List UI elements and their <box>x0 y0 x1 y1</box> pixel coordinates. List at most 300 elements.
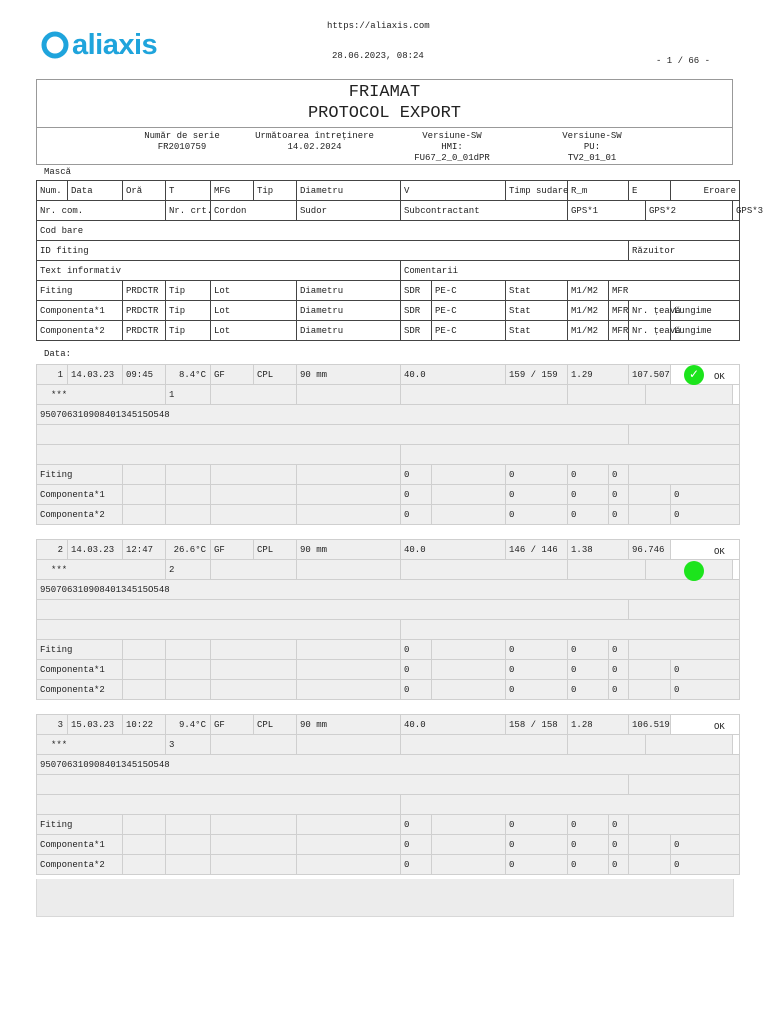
record-cell: 0 <box>609 505 629 525</box>
record-cell <box>568 735 646 755</box>
record-cell <box>629 640 740 660</box>
record-cell <box>432 505 506 525</box>
mask-cell: Tip <box>166 281 211 301</box>
record-cell <box>123 855 166 875</box>
record-cell: CPL <box>254 540 297 560</box>
sw-hmi-sub: HMI: <box>441 142 463 152</box>
mask-cell: Subcontractant <box>401 201 568 221</box>
mask-cell: Lungime <box>671 301 740 321</box>
aliaxis-logo <box>40 26 190 66</box>
record-cell: 0 <box>671 835 740 855</box>
record-cell: 0 <box>506 660 568 680</box>
record-cell <box>166 640 211 660</box>
mask-cell: Răzuitor <box>629 241 740 261</box>
sw-pu-sub: PU: <box>583 142 601 152</box>
sw-pu-info <box>542 131 642 164</box>
mask-cell: Diametru <box>297 281 401 301</box>
record-cell: 14.03.23 <box>68 540 123 560</box>
mask-cell: Nr. țeavă <box>629 301 671 321</box>
record-cell: GF <box>211 715 254 735</box>
record-cell <box>211 815 297 835</box>
ok-status-dot-icon <box>684 561 704 581</box>
mask-row-2 <box>37 201 740 221</box>
record-fitting-id-row <box>37 775 740 795</box>
record-cell <box>123 835 166 855</box>
record-cell <box>646 385 733 405</box>
maintenance-value: 14.02.2024 <box>287 142 342 152</box>
record-cell: Componenta*2 <box>37 680 123 700</box>
record-cell <box>297 680 401 700</box>
record-cell: 0 <box>671 485 740 505</box>
serial-info <box>132 131 232 153</box>
mask-cell: M1/M2 <box>568 281 609 301</box>
page-number: - 1 / 66 - <box>656 56 711 66</box>
record-cell: 0 <box>671 855 740 875</box>
record-comp1-row <box>37 835 740 855</box>
record-cell <box>297 735 401 755</box>
record-text-row <box>37 620 740 640</box>
mask-cell: V <box>401 181 506 201</box>
info-box <box>36 127 733 165</box>
mask-row-6 <box>37 281 740 301</box>
record-cell: 0 <box>568 835 609 855</box>
record-cell <box>629 815 740 835</box>
record-cell: 26.6°C <box>166 540 211 560</box>
mask-cell: MFR <box>609 321 629 341</box>
record-cell: 0 <box>568 465 609 485</box>
record-cell: 0 <box>401 640 432 660</box>
record-cell: CPL <box>254 365 297 385</box>
record-cell <box>211 385 297 405</box>
record-cell: 9.4°C <box>166 715 211 735</box>
record-cell: 12:47 <box>123 540 166 560</box>
mask-cell: Diametru <box>297 181 401 201</box>
record-cell: 0 <box>568 855 609 875</box>
sw-hmi-info <box>402 131 502 164</box>
mask-cell: MFR <box>609 301 629 321</box>
record-cell <box>211 465 297 485</box>
record-cell <box>401 560 568 580</box>
record-cell: 0 <box>506 835 568 855</box>
mask-cell: Stat <box>506 301 568 321</box>
mask-cell: PE-C <box>432 281 506 301</box>
record-cell: 09:45 <box>123 365 166 385</box>
record-cell: GF <box>211 365 254 385</box>
record-text-row <box>37 795 740 815</box>
record-cell <box>432 660 506 680</box>
mask-cell: SDR <box>401 301 432 321</box>
mask-cell: Diametru <box>297 321 401 341</box>
record-main-row <box>37 540 740 560</box>
record-cell: 0 <box>506 640 568 660</box>
record-cell <box>297 640 401 660</box>
record-cell: Componenta*1 <box>37 660 123 680</box>
record-cell <box>123 640 166 660</box>
mask-cell: Cordon <box>211 201 297 221</box>
record-cell <box>568 560 646 580</box>
record-cell <box>432 640 506 660</box>
mask-cell: Lot <box>211 281 297 301</box>
record-sub-row <box>37 385 740 405</box>
record-cell: 3 <box>166 735 211 755</box>
record-cell: 95070631090840134515O548 <box>37 755 740 775</box>
record-cell <box>166 835 211 855</box>
record-cell <box>629 465 740 485</box>
record-cell: 0 <box>568 815 609 835</box>
record-cell: 0 <box>671 505 740 525</box>
record-cell <box>629 680 671 700</box>
record-cell: Fiting <box>37 815 123 835</box>
record-cell: 0 <box>609 835 629 855</box>
record-cell <box>37 600 629 620</box>
data-label: Data: <box>44 349 72 359</box>
record-cell <box>629 485 671 505</box>
record-cell <box>733 735 740 755</box>
record-cell <box>37 775 629 795</box>
mask-cell: Text informativ <box>37 261 401 281</box>
mask-cell: ID fiting <box>37 241 629 261</box>
mask-cell: GPS*2 <box>646 201 733 221</box>
mask-cell: PE-C <box>432 301 506 321</box>
record-cell <box>37 795 401 815</box>
mask-cell: E <box>629 181 671 201</box>
record-cell <box>629 505 671 525</box>
record-cell: 2 <box>37 540 68 560</box>
record-cell <box>166 485 211 505</box>
record-cell <box>211 855 297 875</box>
record-cell: 0 <box>401 505 432 525</box>
record-cell: 14.03.23 <box>68 365 123 385</box>
mask-cell: Data <box>68 181 123 201</box>
mask-cell: PRDCTR <box>123 321 166 341</box>
record-cell <box>211 835 297 855</box>
mask-cell: Nr. crt. <box>166 201 211 221</box>
mask-row-3 <box>37 221 740 241</box>
record-fiting-row <box>37 640 740 660</box>
record-cell: 15.03.23 <box>68 715 123 735</box>
record-cell: 0 <box>609 465 629 485</box>
record-cell: 0 <box>401 855 432 875</box>
record-fitting-id-row <box>37 425 740 445</box>
mask-cell: Comentarii <box>401 261 740 281</box>
record-cell <box>646 735 733 755</box>
mask-cell: Lot <box>211 301 297 321</box>
record-comp2-row <box>37 855 740 875</box>
mask-cell: Eroare <box>671 181 740 201</box>
record-cell <box>297 835 401 855</box>
record-cell: 106.519 <box>629 715 671 735</box>
record-cell: *** <box>37 735 166 755</box>
record-cell <box>166 660 211 680</box>
record-cell: Componenta*1 <box>37 835 123 855</box>
record-cell <box>211 560 297 580</box>
record-cell <box>401 385 568 405</box>
record-status-cell <box>671 715 740 735</box>
record-cell: 95070631090840134515O548 <box>37 405 740 425</box>
mask-cell: Diametru <box>297 301 401 321</box>
record-cell <box>733 560 740 580</box>
record-cell: 0 <box>506 815 568 835</box>
title-box <box>36 79 733 128</box>
record-cell <box>297 855 401 875</box>
record-cell <box>297 505 401 525</box>
record-cell <box>211 485 297 505</box>
record-cell <box>123 815 166 835</box>
mask-cell: MFG <box>211 181 254 201</box>
record-cell <box>211 505 297 525</box>
record-comp2-row <box>37 505 740 525</box>
record-cell: 0 <box>401 835 432 855</box>
record-cell <box>37 445 401 465</box>
mask-row-8 <box>37 321 740 341</box>
record-cell: 90 mm <box>297 365 401 385</box>
record-cell: *** <box>37 385 166 405</box>
record-cell: 10:22 <box>123 715 166 735</box>
mask-cell: PRDCTR <box>123 301 166 321</box>
record-cell: 1 <box>166 385 211 405</box>
record-cell <box>432 680 506 700</box>
mask-cell: Lot <box>211 321 297 341</box>
record-cell <box>297 560 401 580</box>
status-ok-label: OK <box>714 372 725 382</box>
record-cell: 1.28 <box>568 715 629 735</box>
export-datetime: 28.06.2023, 08:24 <box>332 51 424 61</box>
record-cell: 96.746 <box>629 540 671 560</box>
record-main-row <box>37 715 740 735</box>
record-cell <box>211 680 297 700</box>
record-comp2-row <box>37 680 740 700</box>
record-fiting-row <box>37 465 740 485</box>
record-cell: 146 / 146 <box>506 540 568 560</box>
record-cell <box>166 505 211 525</box>
record-cell <box>629 775 740 795</box>
record-cell: 107.507 <box>629 365 671 385</box>
record-cell: 0 <box>506 855 568 875</box>
record-cell <box>211 735 297 755</box>
record-sub-row <box>37 560 740 580</box>
record-cell <box>629 855 671 875</box>
record-cell: Componenta*2 <box>37 855 123 875</box>
record-cell <box>166 815 211 835</box>
title-line-2: PROTOCOL EXPORT <box>307 104 462 123</box>
record-cell: 0 <box>568 505 609 525</box>
record-cell <box>629 600 740 620</box>
record-cell: 40.0 <box>401 715 506 735</box>
record-comp1-row <box>37 660 740 680</box>
record-cell: 1 <box>37 365 68 385</box>
mask-cell: MFR <box>609 281 740 301</box>
record-cell: 0 <box>506 465 568 485</box>
record-cell: 0 <box>568 660 609 680</box>
record-cell <box>432 485 506 505</box>
record-cell: 0 <box>568 640 609 660</box>
mask-row-4 <box>37 241 740 261</box>
record-barcode-row <box>37 580 740 600</box>
record-cell <box>432 815 506 835</box>
mask-cell: Stat <box>506 281 568 301</box>
record-cell: CPL <box>254 715 297 735</box>
mask-cell: Nr. com. <box>37 201 166 221</box>
record-cell <box>166 465 211 485</box>
mask-table <box>36 180 764 341</box>
record-cell: 0 <box>401 660 432 680</box>
record-cell: 0 <box>506 485 568 505</box>
record-status-cell <box>671 540 740 560</box>
record-cell: 0 <box>506 505 568 525</box>
mask-cell: T <box>166 181 211 201</box>
record-cell: 0 <box>401 680 432 700</box>
record-cell: 0 <box>401 815 432 835</box>
record-cell <box>733 385 740 405</box>
record-cell: 159 / 159 <box>506 365 568 385</box>
record-block <box>36 714 740 875</box>
mask-cell: Stat <box>506 321 568 341</box>
mask-row-7 <box>37 301 740 321</box>
record-sub-row <box>37 735 740 755</box>
record-cell: 1.29 <box>568 365 629 385</box>
maintenance-label: Următoarea întreținere <box>255 131 374 141</box>
serial-value: FR2010759 <box>157 142 207 152</box>
record-cell <box>211 660 297 680</box>
record-cell <box>629 660 671 680</box>
record-barcode-row <box>37 405 740 425</box>
record-cell <box>123 680 166 700</box>
mask-cell: Timp sudare <box>506 181 568 201</box>
record-cell <box>629 425 740 445</box>
record-fitting-id-row <box>37 600 740 620</box>
sw-pu-value: TV2_01_01 <box>567 153 617 163</box>
record-cell: 3 <box>37 715 68 735</box>
mask-cell: PE-C <box>432 321 506 341</box>
status-ok-label: OK <box>714 547 725 557</box>
record-cell: 95070631090840134515O548 <box>37 580 740 600</box>
record-cell: 0 <box>609 815 629 835</box>
record-cell: 0 <box>506 680 568 700</box>
mask-cell: Tip <box>166 321 211 341</box>
record-cell <box>432 855 506 875</box>
record-status-cell <box>671 365 740 385</box>
record-cell <box>401 735 568 755</box>
record-cell: 0 <box>401 465 432 485</box>
record-cell <box>37 620 401 640</box>
record-cell: Fiting <box>37 640 123 660</box>
mask-cell: M1/M2 <box>568 301 609 321</box>
sw-hmi-label: Versiune-SW <box>422 131 482 141</box>
record-block <box>36 539 740 700</box>
record-cell <box>166 855 211 875</box>
record-cell <box>123 660 166 680</box>
record-cell: 0 <box>609 660 629 680</box>
record-barcode-row <box>37 755 740 775</box>
record-cell <box>166 680 211 700</box>
logo-ring-icon <box>40 29 72 61</box>
record-cell: 0 <box>401 485 432 505</box>
record-cell <box>432 835 506 855</box>
record-cell <box>297 465 401 485</box>
record-cell: 8.4°C <box>166 365 211 385</box>
record-cell: Componenta*2 <box>37 505 123 525</box>
record-text-row <box>37 445 740 465</box>
mask-row-5 <box>37 261 740 281</box>
record-main-row <box>37 365 740 385</box>
mask-cell: PRDCTR <box>123 281 166 301</box>
record-cell: GF <box>211 540 254 560</box>
record-cell <box>297 485 401 505</box>
record-cell <box>401 620 740 640</box>
mask-cell: Tip <box>166 301 211 321</box>
record-cell <box>629 835 671 855</box>
mask-cell: SDR <box>401 321 432 341</box>
record-cell <box>123 505 166 525</box>
record-cell: 0 <box>671 660 740 680</box>
record-cell: 0 <box>609 640 629 660</box>
title-line-1: FRIAMAT <box>348 83 421 102</box>
record-cell: 0 <box>609 855 629 875</box>
record-cell <box>297 385 401 405</box>
record-cell: 40.0 <box>401 540 506 560</box>
mask-cell: GPS*1 <box>568 201 646 221</box>
mask-cell: SDR <box>401 281 432 301</box>
record-block <box>36 364 740 525</box>
record-cell <box>123 485 166 505</box>
record-cell: 40.0 <box>401 365 506 385</box>
logo-text: aliaxis <box>72 29 158 61</box>
record-cell: 0 <box>671 680 740 700</box>
mask-cell: Cod bare <box>37 221 740 241</box>
record-cell <box>37 425 629 445</box>
mask-cell: Componenta*1 <box>37 301 123 321</box>
record-cell <box>568 385 646 405</box>
record-cell: 90 mm <box>297 540 401 560</box>
maintenance-info <box>247 131 382 153</box>
mask-cell: Sudor <box>297 201 401 221</box>
sw-hmi-value: FU67_2_0_01dPR <box>414 153 490 163</box>
mask-cell: Tip <box>254 181 297 201</box>
record-cell: Fiting <box>37 465 123 485</box>
mask-cell: GPS*3 <box>733 201 740 221</box>
record-cell: Componenta*1 <box>37 485 123 505</box>
record-cell: 2 <box>166 560 211 580</box>
mask-cell: Nr. țeavă <box>629 321 671 341</box>
mask-row-1 <box>37 181 740 201</box>
record-cell <box>297 660 401 680</box>
record-cell: *** <box>37 560 166 580</box>
record-comp1-row <box>37 485 740 505</box>
ok-status-icon: ✓ <box>684 365 704 385</box>
record-cell: 158 / 158 <box>506 715 568 735</box>
record-cell: 1.38 <box>568 540 629 560</box>
record-cell <box>297 815 401 835</box>
mask-label: Mască <box>44 167 72 177</box>
mask-cell: Lungime <box>671 321 740 341</box>
record-cell: 0 <box>609 485 629 505</box>
record-cell <box>401 445 740 465</box>
record-cell <box>401 795 740 815</box>
record-cell <box>432 465 506 485</box>
mask-cell: Fiting <box>37 281 123 301</box>
mask-cell: Componenta*2 <box>37 321 123 341</box>
record-cell: 0 <box>568 680 609 700</box>
record-cell <box>123 465 166 485</box>
mask-cell: M1/M2 <box>568 321 609 341</box>
record-cell: 0 <box>609 680 629 700</box>
mask-cell: Oră <box>123 181 166 201</box>
record-fiting-row <box>37 815 740 835</box>
mask-cell: Num. <box>37 181 68 201</box>
status-ok-label: OK <box>714 722 725 732</box>
record-cell: 90 mm <box>297 715 401 735</box>
serial-label: Număr de serie <box>144 131 220 141</box>
